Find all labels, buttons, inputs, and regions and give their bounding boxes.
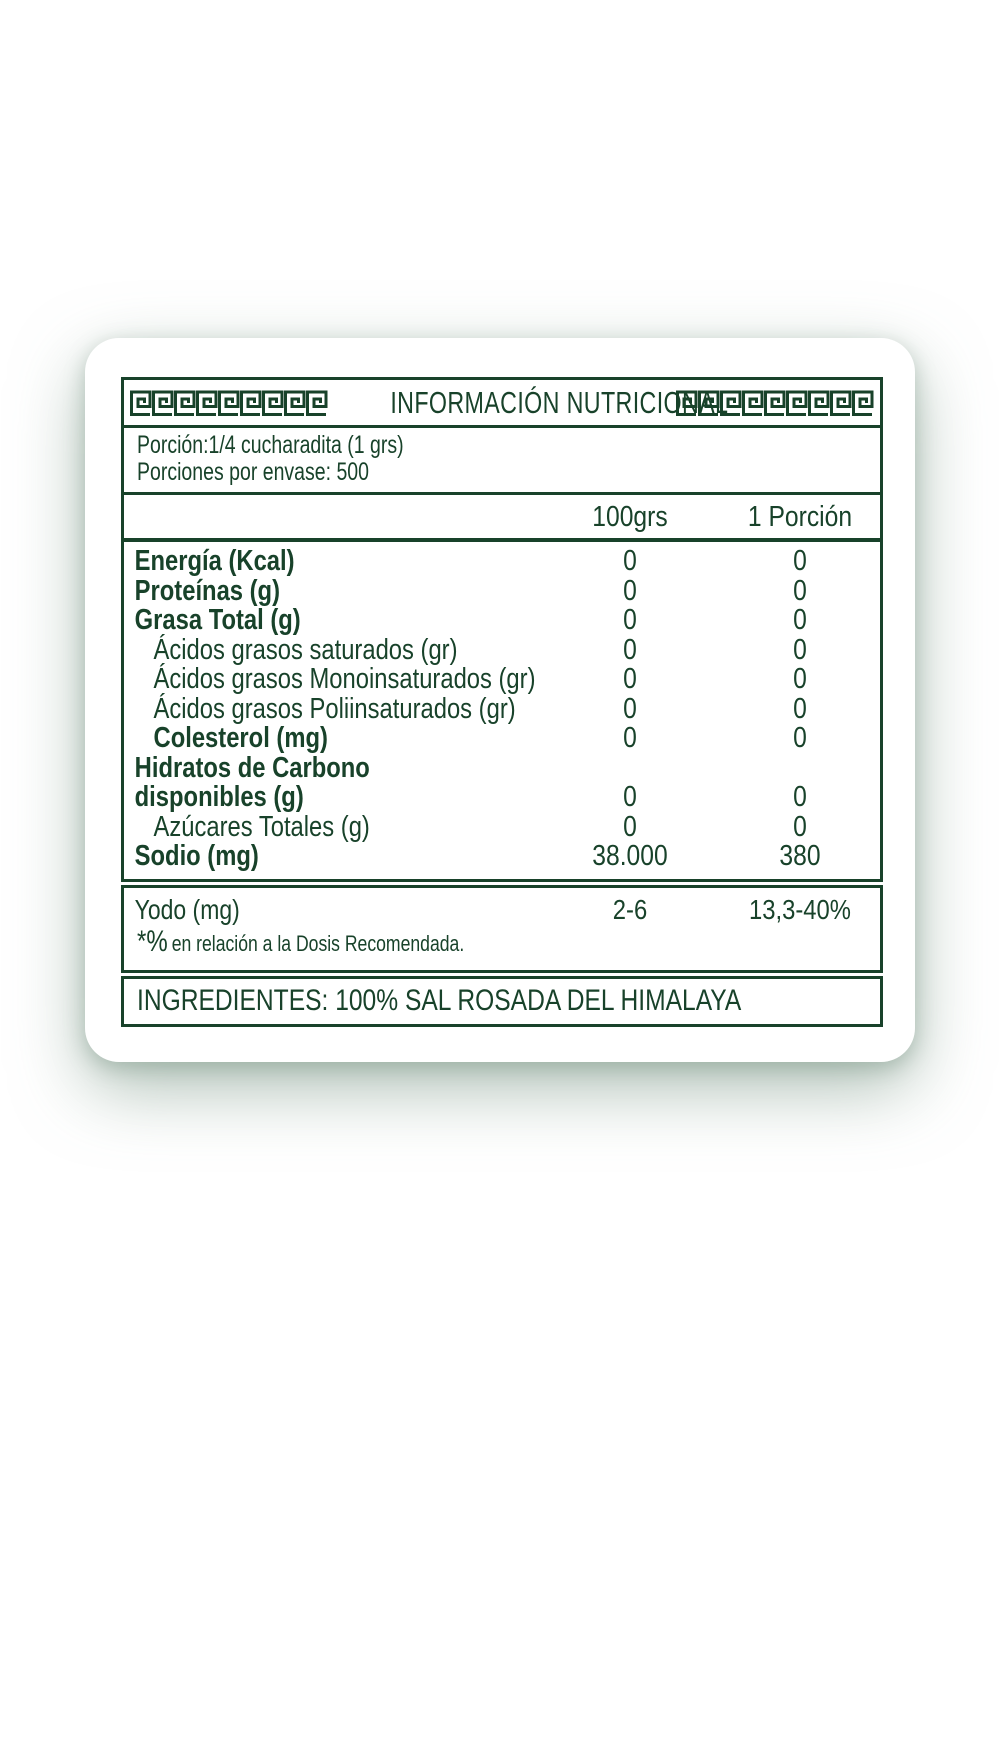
table-row-azucares-totales <box>124 810 880 843</box>
row-label: Energía (Kcal) <box>134 545 295 577</box>
row-label: Sodio (mg) <box>134 840 259 872</box>
row-value-100g <box>554 754 707 784</box>
row-value-100g: 0 <box>623 781 637 813</box>
panel-title: INFORMACIÓN NUTRICIONAL <box>390 384 729 420</box>
row-label: Ácidos grasos Monoinsaturados (gr) <box>153 663 536 695</box>
row-value-portion: 0 <box>793 604 807 636</box>
row-label: disponibles (g) <box>134 781 304 813</box>
row-value-portion: 0 <box>793 692 807 725</box>
serving-size-line: Porción:1/4 cucharadita (1 grs) <box>137 431 404 459</box>
footnote <box>124 924 880 963</box>
table-row-grasos-monoinsaturados <box>124 665 880 695</box>
column-headers-row <box>124 492 880 538</box>
row-value-portion: 380 <box>779 840 821 872</box>
ingredients-section-box <box>121 976 883 1027</box>
footnote-symbol: *% <box>137 924 168 958</box>
table-row-colesterol <box>124 724 880 754</box>
row-label: Grasa Total (g) <box>134 604 301 636</box>
nutrient-rows-section <box>124 538 880 879</box>
row-label: Ácidos grasos Poliinsaturados (gr) <box>153 692 516 725</box>
row-value-portion: 0 <box>793 810 807 843</box>
table-row-proteinas <box>124 574 880 607</box>
table-row-disponibles <box>124 783 880 813</box>
row-label: Azúcares Totales (g) <box>153 810 370 843</box>
column-header-portion: 1 Porción <box>747 501 853 533</box>
row-value-100g: 2-6 <box>612 893 648 925</box>
row-value-portion <box>732 754 868 784</box>
table-row-energia <box>124 547 880 577</box>
title-band <box>124 380 880 425</box>
servings-per-container-line: Porciones por envase: 500 <box>137 458 369 486</box>
row-value-portion: 0 <box>793 781 807 813</box>
footnote-text: en relación a la Dosis Recomendada. <box>171 930 465 956</box>
table-row-grasos-saturados <box>124 633 880 666</box>
row-value-portion: 0 <box>793 633 807 666</box>
table-row-sodio <box>124 842 880 872</box>
nutrition-facts-panel <box>121 377 883 1027</box>
row-label: Ácidos grasos saturados (gr) <box>153 633 458 666</box>
row-value-portion: 0 <box>793 722 807 754</box>
row-value-portion: 0 <box>793 663 807 695</box>
column-header-100g: 100grs <box>592 501 668 533</box>
table-row-yodo <box>124 893 880 927</box>
row-value-100g: 0 <box>623 633 637 666</box>
row-value-100g: 0 <box>623 810 637 843</box>
main-table-box <box>121 377 883 882</box>
row-value-portion: 0 <box>793 574 807 607</box>
table-row-hidratos-carbono <box>124 751 880 784</box>
row-label: Proteínas (g) <box>134 574 281 607</box>
ingredients-text: INGREDIENTES: 100% SAL ROSADA DEL HIMALAYA <box>137 984 742 1017</box>
row-value-100g: 0 <box>623 692 637 725</box>
row-label: Colesterol (mg) <box>153 722 328 754</box>
iodine-section-box <box>121 885 883 973</box>
row-value-portion: 13,3-40% <box>749 893 851 925</box>
row-value-portion: 0 <box>793 545 807 577</box>
greek-key-pattern-left-icon <box>130 390 328 416</box>
row-value-100g: 0 <box>623 604 637 636</box>
row-value-100g: 0 <box>623 545 637 577</box>
table-row-grasa-total <box>124 606 880 636</box>
row-value-100g: 0 <box>623 574 637 607</box>
serving-info-section <box>124 425 880 492</box>
row-label: Hidratos de Carbono <box>134 751 370 784</box>
row-value-100g: 38.000 <box>592 840 668 872</box>
row-value-100g: 0 <box>623 722 637 754</box>
row-label: Yodo (mg) <box>134 893 240 925</box>
nutrition-label-card <box>85 338 915 1062</box>
table-row-grasos-poliinsaturados <box>124 692 880 725</box>
row-value-100g: 0 <box>623 663 637 695</box>
